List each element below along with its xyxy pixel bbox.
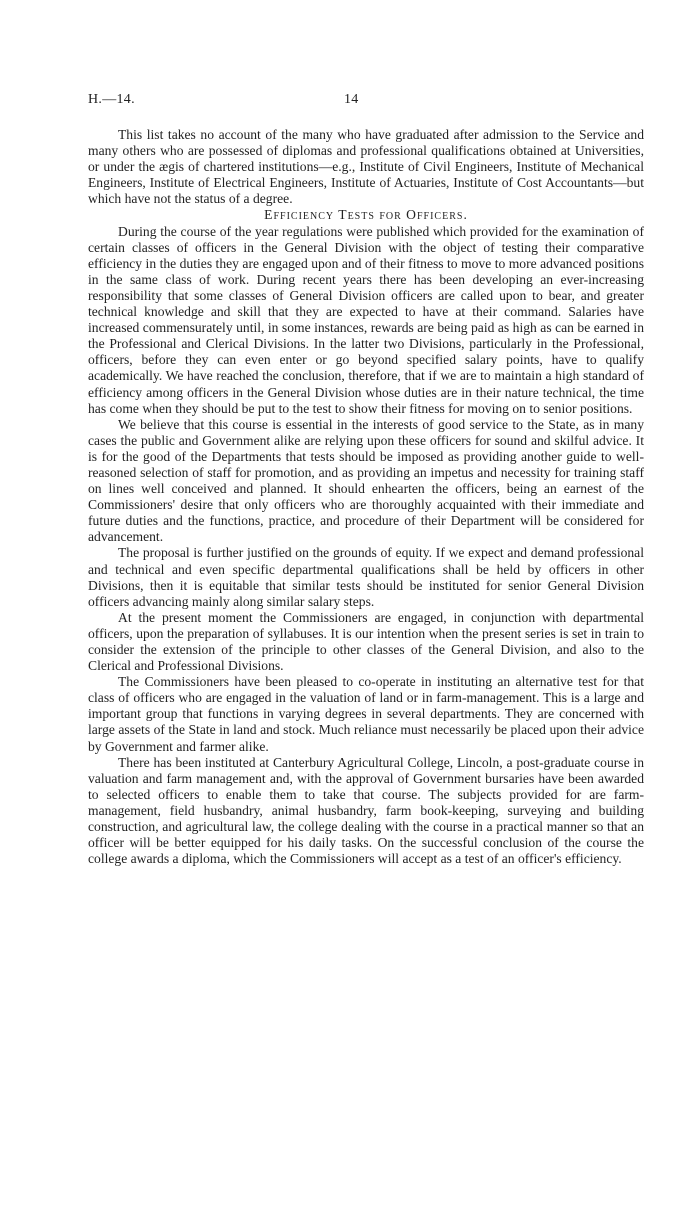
page-header [84, 92, 644, 112]
section-paragraph-1: During the course of the year regulations were published which provided for the examination of certain classes of officers in the General Division with the object of testing their comparative efficiency in the duties they are engaged upon and of their fitness to move to more advanced positions in the same class of work. During recent years there has been developing an ever-increasing responsibility that some classes of General Division officers are called upon to bear, and greater technical knowledge and skill that they are expected to have at their command. Salaries have increased commensurately until, in some instances, rewards are being paid as high as can be earned in the Professional and Clerical Divisions. In the latter two Divisions, particularly in the Professional, officers, before they can even enter or go beyond specified salary points, have to qualify academically. We have reached the conclusion, therefore, that if we are to maintain a high standard of efficiency among officers in the General Division whose duties are in their nature technical, the time has come when they should be put to the test to show their fitness for moving on to senior positions. [88, 223, 644, 416]
intro-paragraph: This list takes no account of the many who have graduated after admission to the Service and many others who are possessed of diplomas and professional qualifications obtained at Universities, or under the ægis of chartered institutions—e.g., Institute of Civil Engineers, Institute of Mechanical Engineers, Institute of Electrical Engineers, Institute of Actuaries, Institute of Cost Accountants—but which have not the status of a degree. [88, 127, 644, 207]
section-paragraph-4: At the present moment the Commissioners are engaged, in conjunction with departmental officers, upon the preparation of syllabuses. It is our intention when the present series is set in train to consider the extension of the principle to other classes of the General Division, and also to the Clerical and Professional Divisions. [88, 609, 644, 674]
section-paragraph-3: The proposal is further justified on the grounds of equity. If we expect and demand professional and technical and even specific departmental qualifications shall be held by officers in other Divisions, then it is equitable that similar tests should be instituted for senior General Division officers advancing mainly along similar salary steps. [88, 545, 644, 609]
body-text [88, 127, 644, 867]
section-paragraph-2: We believe that this course is essential in the interests of good service to the State, as in many cases the public and Government alike are relying upon these officers for sound and skilful advice. It is for the good of the Departments that tests should be imposed as providing another guide to well-reasoned selection of staff for promotion, and as providing an impetus and necessity for training staff on lines well conceived and planned. It should enhearten the officers, being an earnest of the Commissioners' desire that only officers who are thoroughly acquainted with their immediate and future duties and the functions, practice, and procedure of their Department will be considered for advancement. [88, 416, 644, 545]
page-number: 14 [344, 92, 359, 107]
section-heading: Efficiency Tests for Officers. [264, 207, 468, 223]
section-paragraph-5: The Commissioners have been pleased to co-operate in instituting an alternative test for that class of officers who are engaged in the valuation of land or in farm-management. This is a large and important group that functions in varying degrees in several departments. They are concerned with large assets of the State in land and stock. Much reliance must necessarily be placed upon their advice by Government and farmer alike. [88, 674, 644, 754]
report-reference: H.—14. [88, 92, 135, 107]
section-paragraph-6: There has been instituted at Canterbury Agricultural College, Lincoln, a post-graduate course in valuation and farm management and, with the approval of Government bursaries have been awarded to selected officers to enable them to take that course. The subjects provided for are farm-management, field husbandry, animal husbandry, farm book-keeping, surveying and building construction, and agricultural law, the college dealing with the course in a practical manner so that an officer will be better equipped for his daily tasks. On the successful conclusion of the course the college awards a diploma, which the Commissioners will accept as a test of an officer's efficiency. [88, 754, 644, 867]
